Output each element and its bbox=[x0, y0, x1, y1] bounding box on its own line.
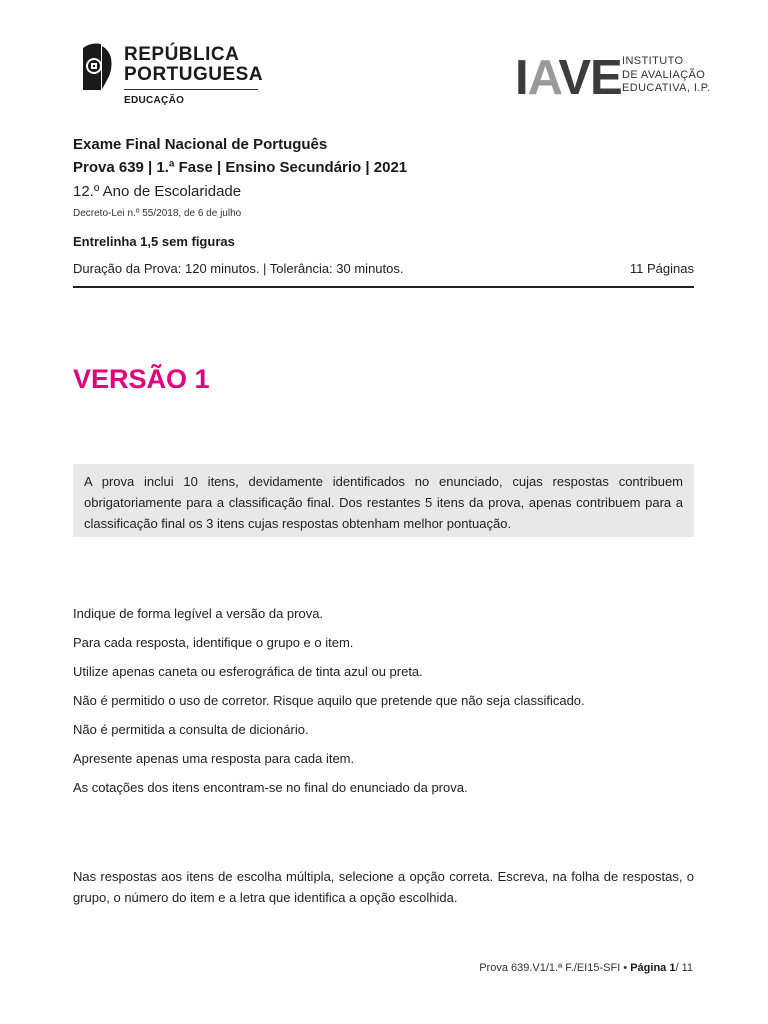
instruction-item: As cotações dos itens encontram-se no final do enunciado da prova. bbox=[73, 780, 468, 795]
instruction-item: Para cada resposta, identifique o grupo e o item. bbox=[73, 635, 354, 650]
rp-line-1: REPÚBLICA bbox=[124, 44, 240, 65]
exam-title: Exame Final Nacional de Português bbox=[73, 136, 328, 153]
iave-line-3: EDUCATIVA, I.P. bbox=[622, 82, 711, 94]
school-year: 12.º Ano de Escolaridade bbox=[73, 183, 242, 200]
version-heading: VERSÃO 1 bbox=[73, 364, 210, 394]
republica-portuguesa-logo bbox=[79, 42, 264, 112]
iave-wordmark-text: IAVE bbox=[515, 51, 622, 105]
iave-name bbox=[622, 55, 711, 96]
iave-logo bbox=[515, 51, 711, 105]
footer-page-label: Página 1 bbox=[630, 962, 676, 974]
iave-line-2: DE AVALIAÇÃO bbox=[622, 68, 706, 81]
instruction-item: Não é permitido o uso de corretor. Risque aquilo que pretende que não seja classificado. bbox=[73, 693, 585, 708]
iave-wordmark bbox=[515, 51, 622, 105]
instruction-item: Apresente apenas uma resposta para cada item. bbox=[73, 751, 355, 766]
decree: Decreto-Lei n.º 55/2018, de 6 de julho bbox=[73, 208, 242, 219]
footer-code: Prova 639.V1/1.ª F./EI15-SFI • bbox=[479, 962, 628, 974]
rp-divider bbox=[124, 89, 258, 90]
exam-subtitle: Prova 639 | 1.ª Fase | Ensino Secundário | 2021 bbox=[73, 159, 408, 176]
rp-line-2: PORTUGUESA bbox=[124, 64, 264, 85]
footer-page-total: / 11 bbox=[675, 962, 693, 974]
coat-of-arms-icon bbox=[79, 42, 115, 92]
rp-subtitle: EDUCAÇÃO bbox=[124, 95, 185, 106]
instruction-item: Utilize apenas caneta ou esferográfica de tinta azul ou preta. bbox=[73, 664, 423, 679]
iave-line-1: INSTITUTO bbox=[622, 55, 684, 67]
header-divider bbox=[73, 286, 694, 288]
items-note-box: A prova inclui 10 itens, devidamente identificados no enunciado, cujas respostas contribuem obrigatoriamente para a classificação final. Dos restantes 5 itens da prova, apenas contribuem para a classificação final os 3 itens cujas respostas obtenham melhor pontuação. bbox=[73, 464, 694, 537]
exam-format: Entrelinha 1,5 sem figuras bbox=[73, 234, 235, 249]
page-count: 11 Páginas bbox=[629, 261, 694, 276]
multiple-choice-note: Nas respostas aos itens de escolha múltipla, selecione a opção correta. Escreva, na folha de respostas, o grupo, o número do item e a letra que identifica a opção escolhida. bbox=[73, 869, 694, 905]
instruction-item: Não é permitida a consulta de dicionário. bbox=[73, 722, 309, 737]
instruction-item: Indique de forma legível a versão da prova. bbox=[73, 606, 324, 621]
page-footer bbox=[479, 962, 693, 974]
exam-duration: Duração da Prova: 120 minutos. | Tolerância: 30 minutos. bbox=[73, 261, 404, 276]
